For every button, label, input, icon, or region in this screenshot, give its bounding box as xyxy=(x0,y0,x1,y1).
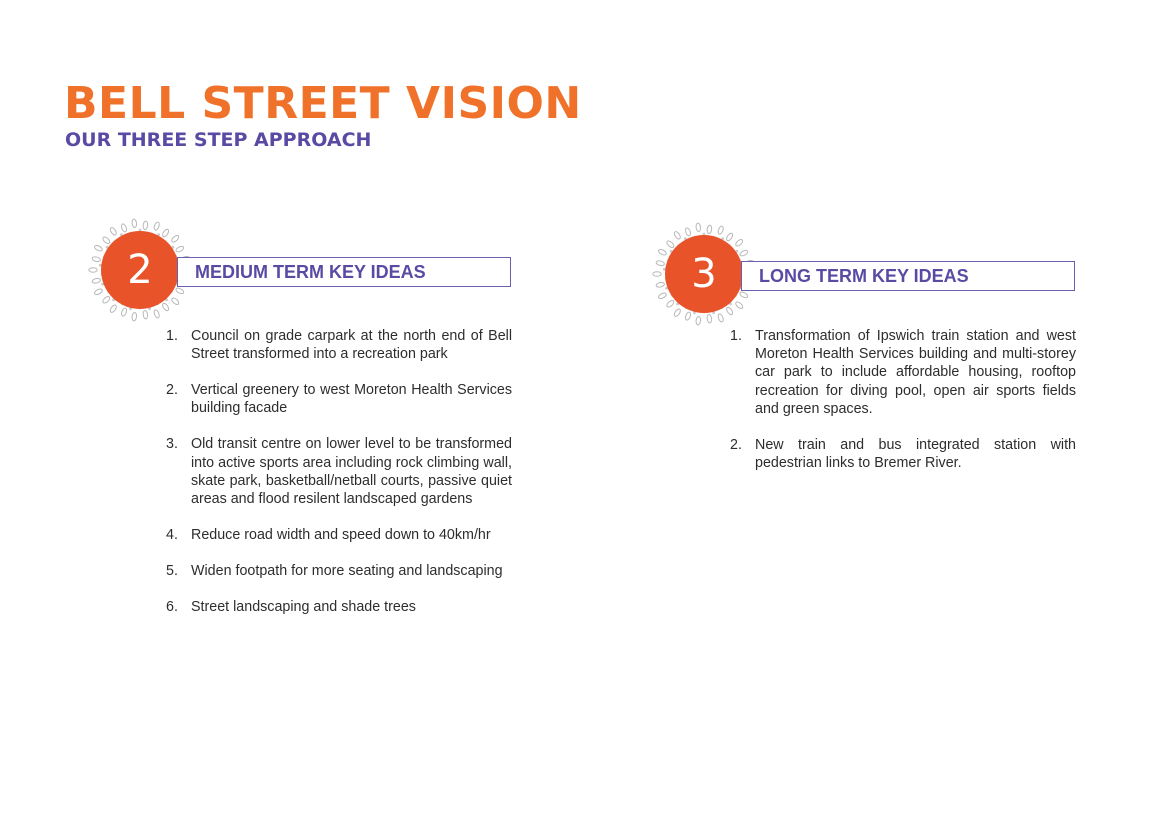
item-text: Old transit centre on lower level to be transformed into active sports area including rock climbing wall, skate park, basketball/netball courts, passive quiet areas and flood resilent landscaped gardens xyxy=(191,436,512,508)
list-item xyxy=(166,562,512,580)
petal-mark xyxy=(656,282,665,288)
item-number: 3. xyxy=(166,436,178,453)
page-subtitle: OUR THREE STEP APPROACH xyxy=(65,129,372,151)
petal-mark xyxy=(153,221,160,230)
petal-mark xyxy=(94,288,103,296)
ideas-list xyxy=(166,327,512,634)
step-number: 2 xyxy=(101,231,179,309)
petal-mark xyxy=(666,299,675,308)
item-text: Council on grade carpark at the north end of Bell Street transformed into a recreation park xyxy=(191,328,512,363)
petal-mark xyxy=(735,238,744,247)
list-item xyxy=(730,436,1076,472)
item-number: 2. xyxy=(166,382,178,399)
item-number: 4. xyxy=(166,527,178,544)
petal-mark xyxy=(143,310,148,319)
petal-mark xyxy=(161,228,169,237)
petal-mark xyxy=(653,272,661,276)
item-number: 1. xyxy=(166,328,178,344)
petal-mark xyxy=(684,227,691,236)
petal-mark xyxy=(673,231,681,240)
petal-mark xyxy=(707,225,712,234)
petal-mark xyxy=(171,297,180,306)
petal-mark xyxy=(109,227,117,236)
petal-mark xyxy=(132,219,137,228)
petal-mark xyxy=(171,234,180,243)
petal-mark xyxy=(92,256,101,262)
petal-mark xyxy=(717,225,724,234)
petal-mark xyxy=(673,308,681,317)
list-item xyxy=(166,327,512,363)
section-heading-box xyxy=(741,261,1075,291)
petal-mark xyxy=(120,223,127,232)
petal-mark xyxy=(120,307,127,316)
list-item xyxy=(166,381,512,417)
petal-mark xyxy=(684,311,691,320)
item-number: 2. xyxy=(730,436,742,453)
petal-mark xyxy=(725,306,733,315)
item-text: Transformation of Ipswich train station and west Moreton Health Services building and multi-storey car park to include affordable housing, rooftop recreation for diving pool, open air sports fields and green spaces. xyxy=(755,328,1076,417)
petal-mark xyxy=(175,245,184,253)
list-item xyxy=(730,327,1076,418)
item-text: Street landscaping and shade trees xyxy=(191,599,416,616)
petal-mark xyxy=(175,287,184,295)
section-heading: MEDIUM TERM KEY IDEAS xyxy=(195,261,426,282)
step-number: 3 xyxy=(665,235,743,313)
page-title: BELL STREET VISION xyxy=(64,78,582,129)
item-text: New train and bus integrated station with pedestrian links to Bremer River. xyxy=(755,436,1076,472)
petal-mark xyxy=(102,295,111,304)
item-number: 5. xyxy=(166,563,178,580)
ideas-list xyxy=(730,327,1076,490)
petal-mark xyxy=(696,316,701,325)
petal-mark xyxy=(132,312,137,321)
petal-mark xyxy=(696,223,701,232)
petal-mark xyxy=(89,268,97,272)
petal-mark xyxy=(658,292,667,300)
petal-mark xyxy=(735,301,744,310)
section-heading: LONG TERM KEY IDEAS xyxy=(759,265,969,286)
petal-mark xyxy=(707,314,712,323)
item-text: Reduce road width and speed down to 40km/hr xyxy=(191,527,491,544)
petal-mark xyxy=(102,236,111,245)
list-item xyxy=(166,435,512,508)
petal-mark xyxy=(725,232,733,241)
petal-mark xyxy=(143,221,148,230)
petal-mark xyxy=(739,291,748,299)
item-text: Vertical greenery to west Moreton Health Services building facade xyxy=(191,382,512,417)
petal-mark xyxy=(161,302,169,311)
petal-mark xyxy=(717,313,724,322)
petal-mark xyxy=(109,304,117,313)
item-text: Widen footpath for more seating and landscaping xyxy=(191,563,503,580)
list-item xyxy=(166,598,512,616)
petal-mark xyxy=(94,244,103,252)
petal-mark xyxy=(92,278,101,284)
item-number: 6. xyxy=(166,599,178,616)
petal-mark xyxy=(656,260,665,266)
list-item xyxy=(166,526,512,544)
petal-mark xyxy=(739,249,748,257)
item-number: 1. xyxy=(730,328,742,344)
petal-mark xyxy=(666,240,675,249)
section-heading-box xyxy=(177,257,511,287)
petal-mark xyxy=(658,248,667,256)
petal-mark xyxy=(153,309,160,318)
